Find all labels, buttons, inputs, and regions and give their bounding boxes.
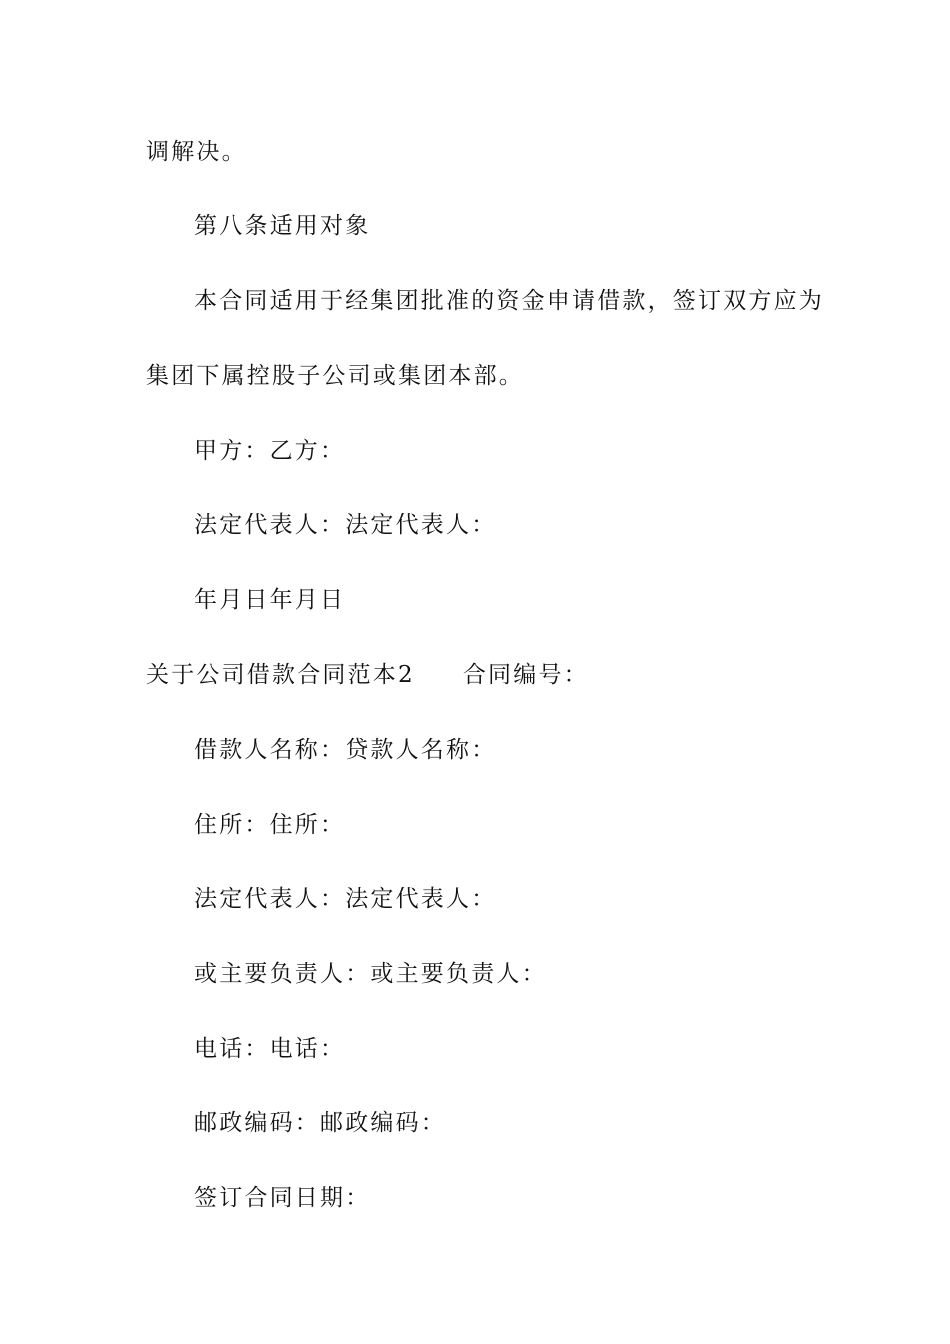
contract-number-label: 合同编号： <box>462 662 589 688</box>
legal-representative-labels: 法定代表人：法定代表人： <box>194 512 497 538</box>
paragraph-line: 集团下属控股子公司或集团本部。 <box>146 363 524 389</box>
section-heading-row <box>146 660 589 690</box>
legal-representative-labels: 法定代表人：法定代表人： <box>194 886 497 912</box>
paragraph-line: 本合同适用于经集团批准的资金申请借款，签订双方应为 <box>194 288 824 314</box>
paragraph-continuation: 调解决。 <box>146 139 247 165</box>
postal-code-labels: 邮政编码：邮政编码： <box>194 1110 446 1136</box>
section-title: 关于公司借款合同范本2 <box>146 662 415 688</box>
article-heading: 第八条适用对象 <box>194 213 371 239</box>
date-labels: 年月日年月日 <box>194 587 346 613</box>
borrower-lender-labels: 借款人名称：贷款人名称： <box>194 737 497 763</box>
contract-date-label: 签订合同日期： <box>194 1185 371 1211</box>
address-labels: 住所：住所： <box>194 812 346 838</box>
principal-responsible-labels: 或主要负责人：或主要负责人： <box>194 961 547 987</box>
party-labels: 甲方：乙方： <box>194 438 346 464</box>
phone-labels: 电话：电话： <box>194 1036 346 1062</box>
